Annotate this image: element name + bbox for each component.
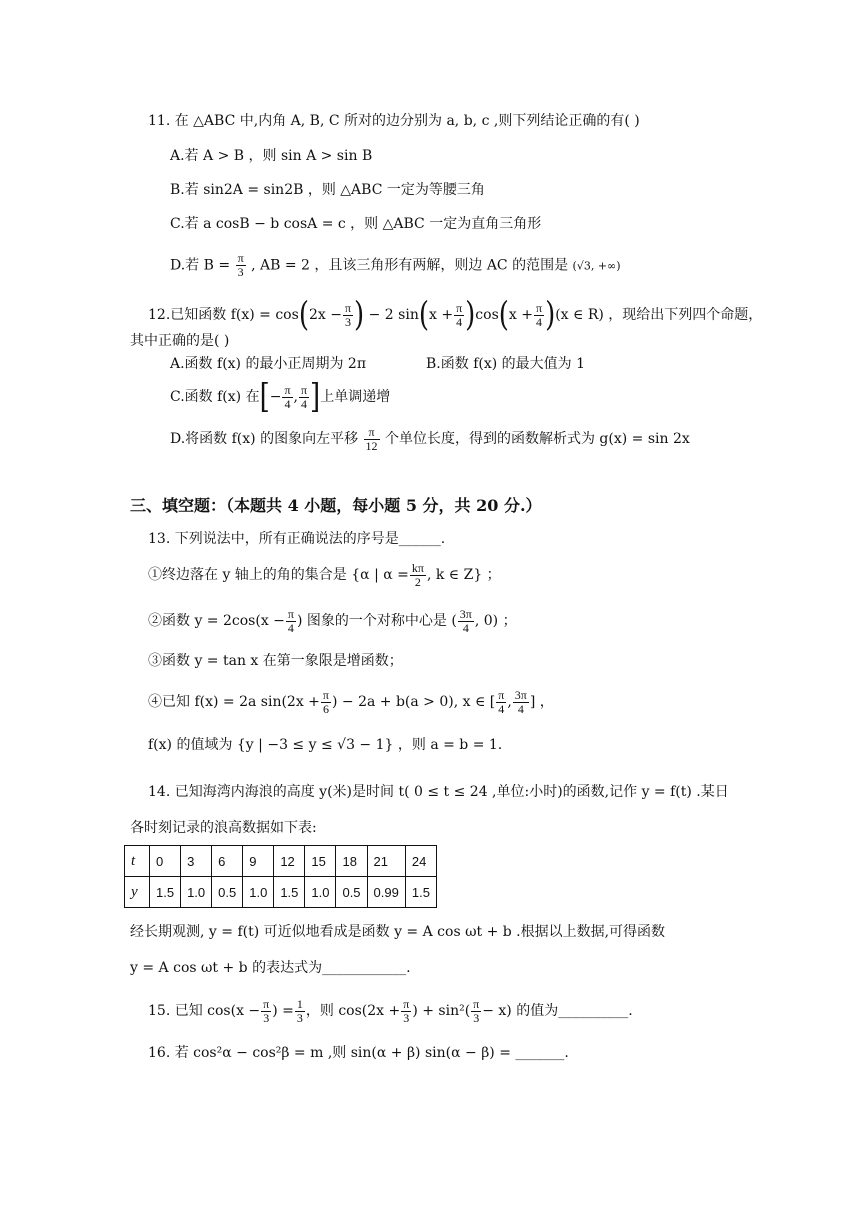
q12-d-post: 个单位长度，得到的函数解析式为 g(x) = sin 2x	[384, 431, 690, 447]
q12-c-pre: C.函数 f(x) 在	[170, 389, 260, 405]
q12-frac3: $\frac{\pi}{4}$	[536, 300, 543, 329]
table-cell-t: 18	[336, 846, 367, 877]
q12-option-b: B.函数 f(x) 的最大值为 1	[426, 356, 585, 372]
q11-d-fraction: $\frac{\pi}{3}$	[237, 251, 244, 279]
table-row-y	[125, 877, 437, 908]
q11-option-c: C.若 a cosB − b cosA = c ，则 △ABC 一定为直角三角形	[170, 216, 542, 232]
q13-stem: 13. 下列说法中，所有正确说法的序号是______.	[148, 531, 446, 547]
table-cell-y: 1.5	[150, 877, 181, 908]
q13-s5: f(x) 的值域为 {y | −3 ≤ y ≤ √3 − 1} ，则 a = b = 1.	[148, 737, 503, 753]
q15-frac3: $\frac{\pi}{3}$	[403, 996, 410, 1025]
q16-line: 16. 若 cos²α − cos²β = m ,则 sin(α + β) sin(α − β) = _______.	[148, 1045, 569, 1061]
table-header-y: y	[125, 877, 150, 908]
table-cell-y: 1.0	[243, 877, 274, 908]
q12-option-a: A.函数 f(x) 的最小正周期为 2π	[170, 356, 367, 372]
q12-c-frac2: $\frac{\pi}{4}$	[300, 382, 308, 411]
q11-option-a: A.若 A > B ，则 sin A > sin B	[170, 148, 373, 164]
q13-s4-frac3: $\frac{3\pi}{4}$	[514, 687, 527, 716]
table-cell-y: 1.0	[305, 877, 336, 908]
q14-after1: 经长期观测, y = f(t) 可近似地看成是函数 y = A cos ωt + b .根据以上数据,可得函数	[130, 924, 666, 940]
table-cell-t: 9	[243, 846, 274, 877]
q12-frac2: $\frac{\pi}{4}$	[456, 300, 463, 329]
wave-height-table	[124, 845, 437, 908]
q13-s1-frac: $\frac{k\pi}{2}$	[411, 560, 424, 589]
q11-option-b: B.若 sin2A = sin2B ，则 △ABC 一定为等腰三角	[170, 182, 485, 198]
table-cell-y: 0.5	[212, 877, 243, 908]
q12-d-pre: D.将函数 f(x) 的图象向左平移	[170, 431, 359, 447]
q12-c-post: 上单调递增	[320, 389, 391, 405]
q14-stem: 14. 已知海湾内海浪的高度 y(米)是时间 t( 0 ≤ t ≤ 24 ,单位:小时)的函数,记作 y = f(t) .某日	[148, 784, 729, 800]
q13-s4-frac1: $\frac{\pi}{6}$	[322, 687, 329, 716]
q12-p1: 2x −	[308, 307, 342, 323]
table-cell-y: 0.5	[336, 877, 367, 908]
table-cell-t: 3	[181, 846, 212, 877]
section-heading: 三、填空题：（本题共 4 小题，每小题 5 分，共 20 分.）	[130, 496, 542, 515]
q12-mid2: cos	[475, 307, 499, 323]
q12-p3: x +	[508, 307, 533, 323]
q14-line2: 各时刻记录的浪高数据如下表:	[130, 820, 317, 836]
q12-mid1: − 2 sin	[368, 307, 419, 323]
q12-c-frac1: $\frac{\pi}{4}$	[284, 382, 291, 411]
q13-s2-frac2: $\frac{3\pi}{4}$	[459, 606, 472, 635]
q13-s2: ②函数 y = 2cos(x − $\frac{\pi}{4}$ ) 图象的一个对称中心是 ( $\frac{3\pi}{4}$ , 0) ；	[148, 606, 517, 635]
q11-option-d	[170, 252, 621, 280]
q12-p2: x +	[429, 307, 454, 323]
table-cell-t: 0	[150, 846, 181, 877]
q11-d-post: , AB = 2 ，且该三角形有两解，则边 AC 的范围是	[251, 257, 569, 274]
q15-frac2: $\frac{1}{3}$	[296, 996, 303, 1025]
q15-line: 15. 已知 cos(x − $\frac{\pi}{3}$ ) = $\frac{1}{3}$ ，则 cos(2x + $\frac{\pi}{3}$ ) + sin²( $\frac{\pi}{3}$ − x) 的值为__________.	[148, 996, 633, 1025]
q12-d-frac: $\frac{\pi}{12}$	[365, 424, 378, 453]
q13-s3: ③函数 y = tan x 在第一象限是增函数；	[148, 653, 403, 669]
table-header-t: t	[125, 846, 150, 877]
q12-pre: 12.已知函数 f(x) = cos	[148, 307, 299, 323]
table-row-t	[125, 846, 437, 877]
table-cell-y: 0.99	[367, 877, 405, 908]
table-cell-t: 21	[367, 846, 405, 877]
q11-d-pre: D.若 B =	[170, 257, 231, 274]
q12-option-c: C.函数 f(x) 在[− $\frac{\pi}{4}$ , $\frac{\pi}{4}$ ]上单调递增	[170, 377, 391, 417]
q12-stem: 12.已知函数 f(x) = cos(2x − $\frac{\pi}{3}$ ) − 2 sin(x + $\frac{\pi}{4}$ )cos(x + $\frac{\pi}{4}$ )(x ∈ R) ，现给出下列四个命题，	[148, 295, 763, 335]
table-cell-t: 15	[305, 846, 336, 877]
q11-stem: 11. 在 △ABC 中,内角 A, B, C 所对的边分别为 a, b, c ,则下列结论正确的有( )	[148, 113, 640, 129]
table-cell-y: 1.0	[181, 877, 212, 908]
table-cell-t: 24	[405, 846, 436, 877]
q12-line2: 其中正确的是( )	[130, 333, 230, 349]
q15-frac4: $\frac{\pi}{3}$	[473, 996, 480, 1025]
q14-after2: y = A cos ωt + b 的表达式为____________.	[130, 960, 411, 976]
table-cell-t: 6	[212, 846, 243, 877]
q12-post: (x ∈ R) ，现给出下列四个命题，	[555, 307, 763, 323]
q13-s1: ①终边落在 y 轴上的角的集合是 {α | α = $\frac{k\pi}{2}$ , k ∈ Z} ；	[148, 560, 501, 589]
q11-d-range: (√3, +∞)	[572, 259, 621, 273]
q13-s4: ④已知 f(x) = 2a sin(2x + $\frac{\pi}{6}$ ) − 2a + b(a > 0), x ∈ [ $\frac{\pi}{4}$ , $\frac{3\pi}{4}$ ] ，	[148, 687, 554, 716]
q13-s2-frac1: $\frac{\pi}{4}$	[287, 606, 294, 635]
table-cell-y: 1.5	[405, 877, 436, 908]
q12-frac1: $\frac{\pi}{3}$	[344, 300, 352, 329]
table-cell-y: 1.5	[274, 877, 305, 908]
q15-frac1: $\frac{\pi}{3}$	[263, 996, 270, 1025]
q12-option-d	[170, 424, 690, 454]
table-cell-t: 12	[274, 846, 305, 877]
q13-s4-frac2: $\frac{\pi}{4}$	[498, 687, 505, 716]
